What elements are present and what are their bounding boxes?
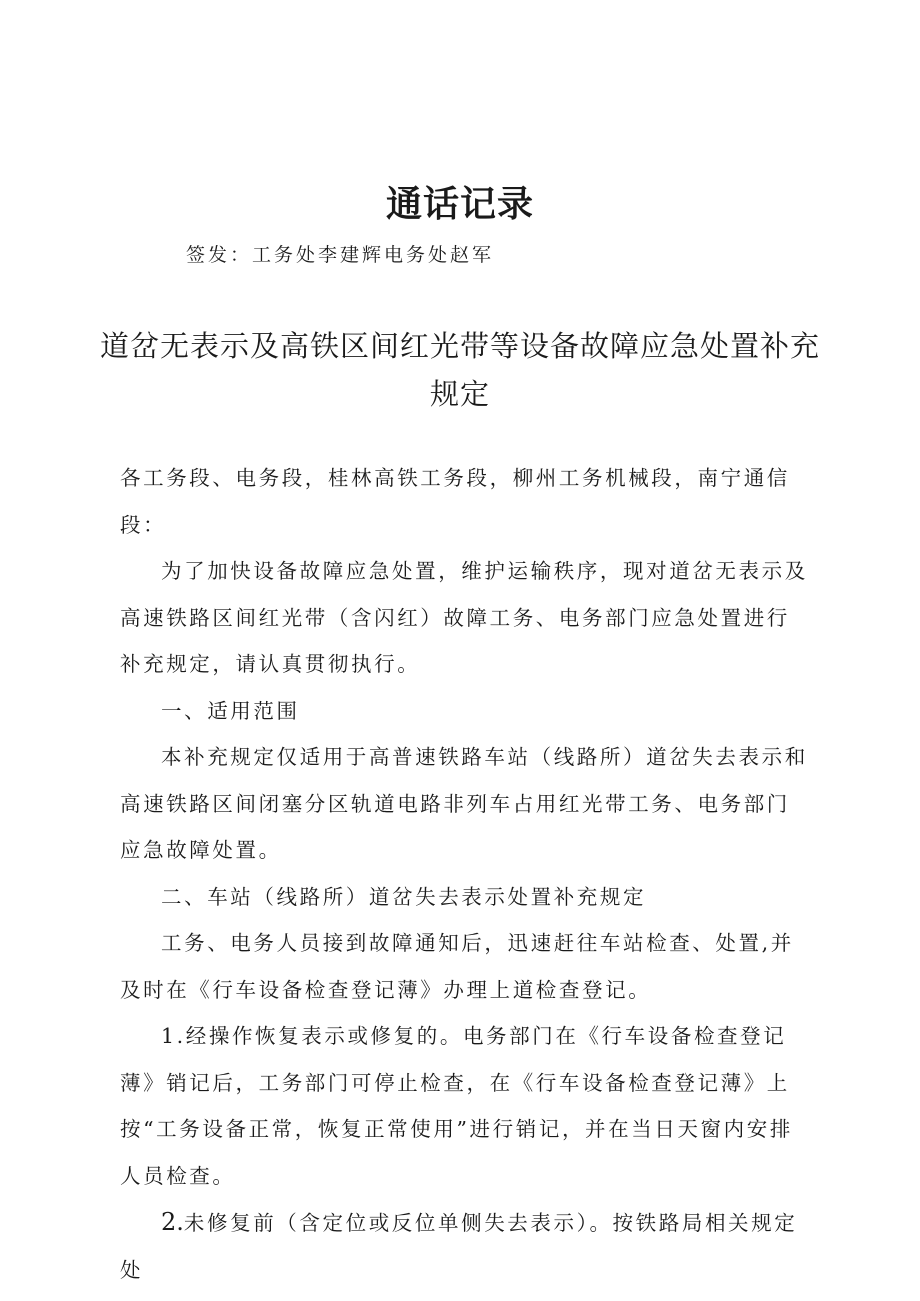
signoff-line: 签发：工务处李建辉电务处赵军 (186, 244, 495, 266)
item2-text: 未修复前（含定位或反位单侧失去表示）。按铁路局相关规定处 (120, 1211, 798, 1282)
item1-paragraph: 1.经操作恢复表示或修复的。电务部门在《行车设备检查登记薄》销记后，工务部门可停止检查，在《行车设备检查登记薄》上按“工务设备正常，恢复正常使用”进行销记，并在当日天窗内安排人员检查。 (120, 1024, 793, 1188)
section2-paragraph: 工务、电务人员接到故障通知后，迅速赶往车站检查、处置,并及时在《行车设备检查登记薄》办理上道检查登记。 (120, 931, 794, 1002)
document-body (120, 455, 810, 1293)
section1-heading: 一、适用范围 (161, 698, 300, 723)
header-title: 通话记录 (385, 184, 534, 225)
section2-heading: 二、车站（线路所）道岔失去表示处置补充规定 (161, 884, 647, 909)
salutation: 各工务段、电务段，桂林高铁工务段，柳州工务机械段，南宁通信段： (120, 466, 790, 537)
section1-paragraph: 本补充规定仅适用于高普速铁路车站（线路所）道岔失去表示和高速铁路区间闭塞分区轨道电路非列车占用红光带工务、电务部门应急故障处置。 (120, 745, 808, 862)
item2-number: 2. (161, 1208, 184, 1236)
item2-paragraph (120, 1199, 810, 1293)
intro-paragraph: 为了加快设备故障应急处置，维护运输秩序，现对道岔无表示及高速铁路区间红光带（含闪红）故障工务、电务部门应急处置进行补充规定，请认真贯彻执行。 (120, 559, 808, 676)
document-title: 道岔无表示及高铁区间红光带等设备故障应急处置补充规定 (100, 329, 821, 411)
